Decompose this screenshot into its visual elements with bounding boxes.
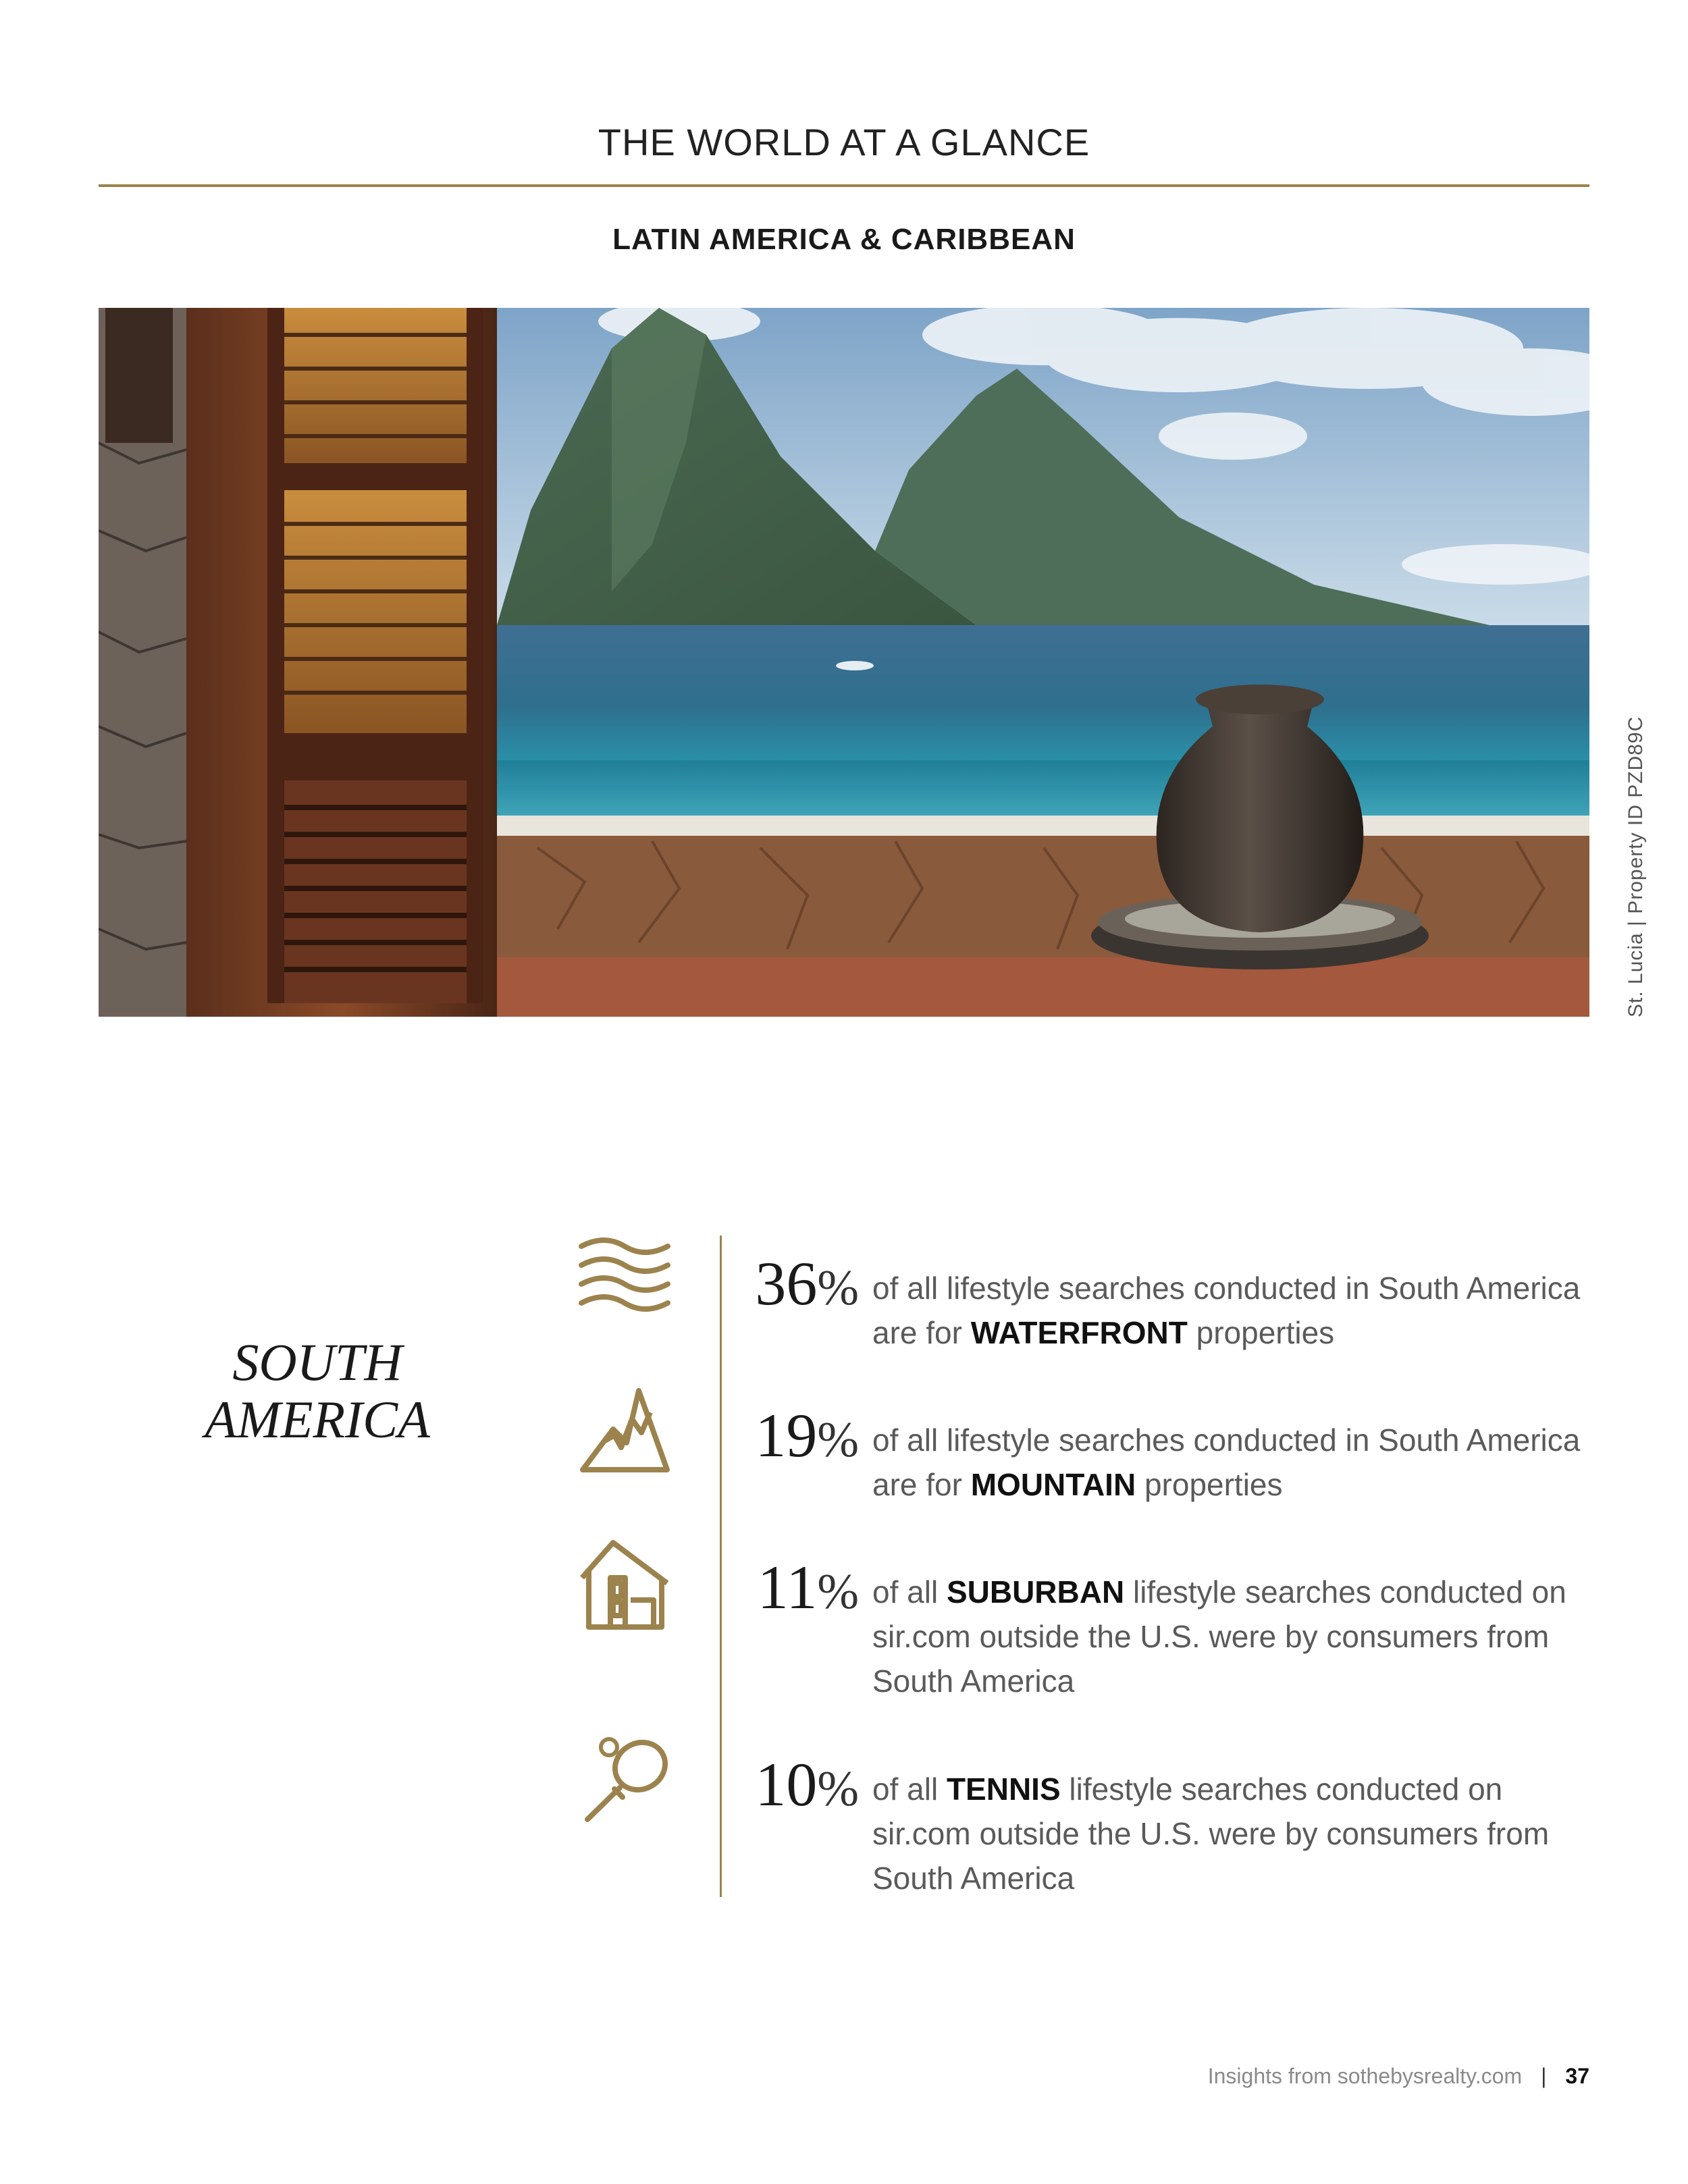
waves-icon	[577, 1237, 672, 1314]
region-heading: LATIN AMERICA & CARIBBEAN	[612, 223, 1076, 256]
tennis-racket-icon	[581, 1735, 672, 1823]
section-title	[169, 1333, 466, 1448]
footer-separator: |	[1541, 2064, 1547, 2088]
section-title-line-2: AMERICA	[205, 1390, 430, 1449]
keyword-tennis: TENNIS	[946, 1772, 1061, 1807]
keyword-suburban: SUBURBAN	[946, 1574, 1125, 1609]
house-icon	[579, 1536, 670, 1630]
stat-suburban-number: 11%	[757, 1553, 859, 1622]
stats-divider	[720, 1235, 722, 1897]
hero-photo	[99, 308, 1589, 1017]
page-number: 37	[1565, 2064, 1589, 2088]
footer	[1208, 2064, 1589, 2089]
title-rule	[99, 184, 1589, 187]
keyword-mountain: MOUNTAIN	[970, 1467, 1136, 1502]
stat-tennis-text: of all TENNIS lifestyle searches conducted on sir.com outside the U.S. were by consumers from South America	[872, 1772, 1550, 1896]
stat-mountain-text: of all lifestyle searches conducted in South America are for MOUNTAIN properties	[872, 1422, 1581, 1502]
stat-mountain-number: 19%	[755, 1401, 859, 1470]
stat-waterfront-number: 36%	[755, 1249, 859, 1318]
section-title-line-1: SOUTH	[232, 1333, 402, 1391]
page-title: THE WORLD AT A GLANCE	[598, 121, 1090, 163]
keyword-waterfront: WATERFRONT	[970, 1315, 1188, 1350]
stat-suburban-text: of all SUBURBAN lifestyle searches conducted on sir.com outside the U.S. were by consumers from South America	[872, 1574, 1566, 1699]
photo-credit: St. Lucia | Property ID PZD89C	[1625, 716, 1647, 1017]
stat-tennis-number: 10%	[755, 1750, 859, 1819]
footer-source: Insights from sothebysrealty.com	[1207, 2064, 1523, 2088]
stat-waterfront-text: of all lifestyle searches conducted in South America are for WATERFRONT properties	[872, 1271, 1581, 1350]
mountain-icon	[579, 1385, 670, 1473]
